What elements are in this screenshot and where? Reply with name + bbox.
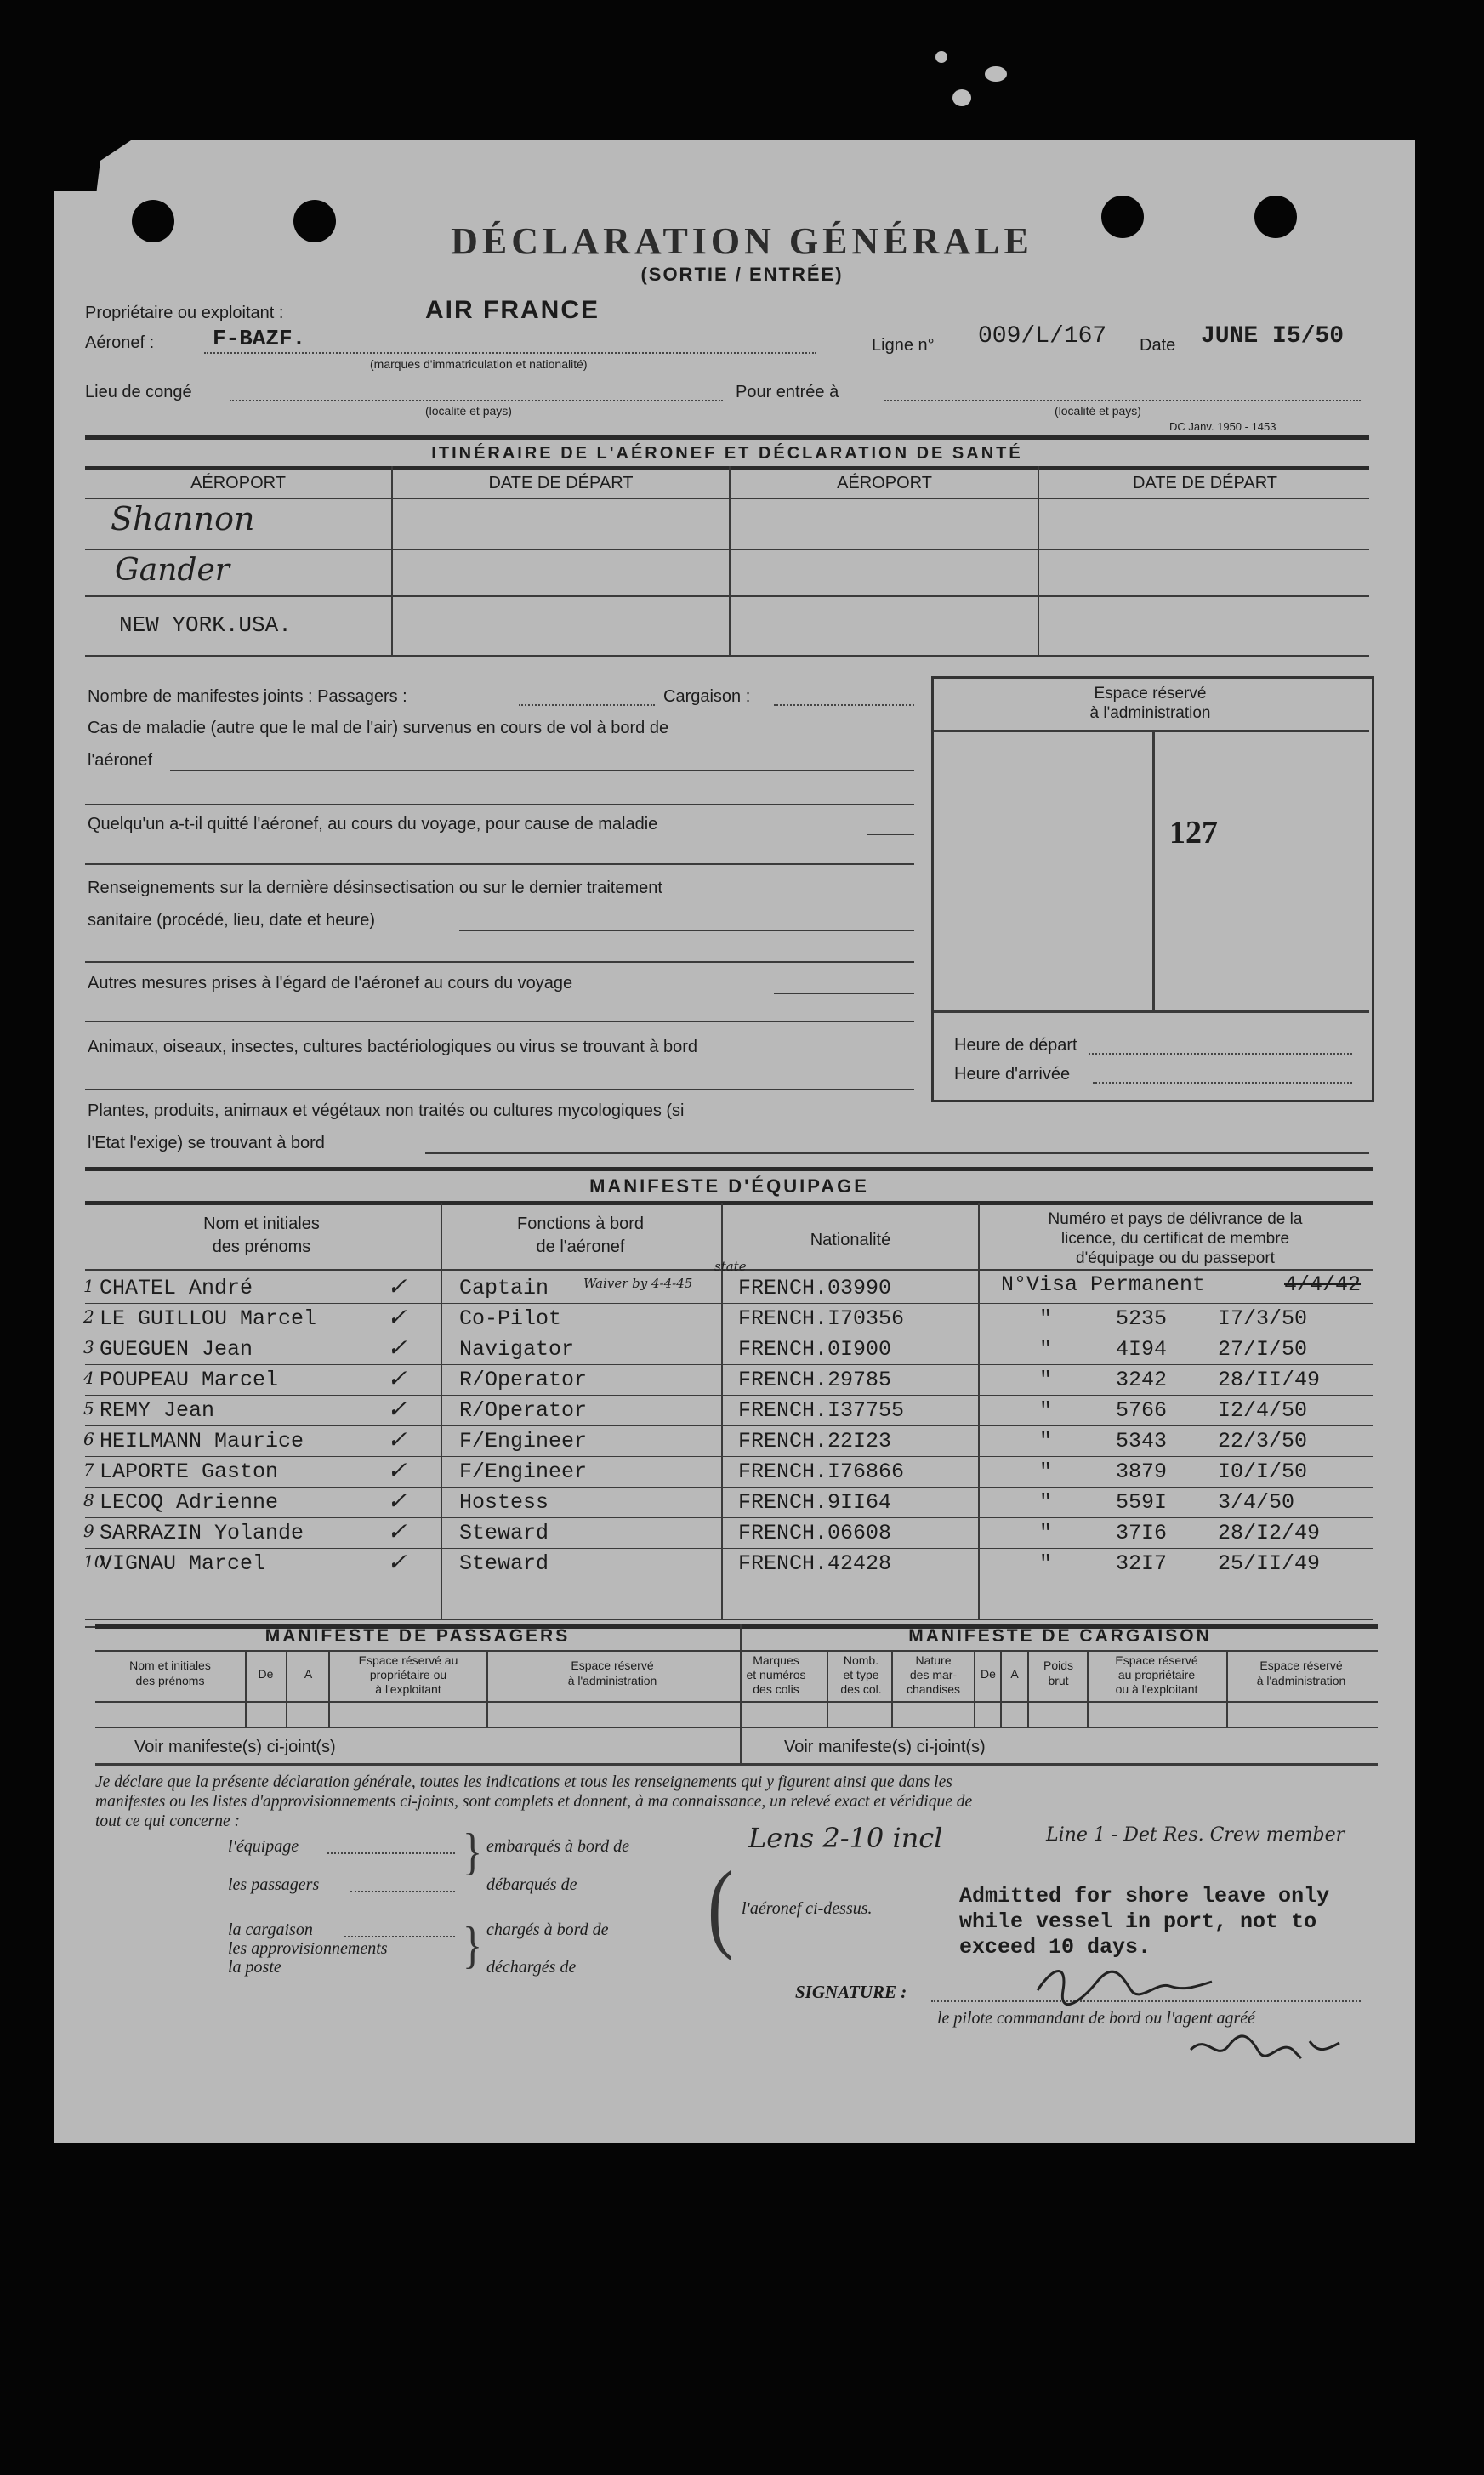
brace: } — [463, 1824, 483, 1880]
crew-nationality: FRENCH.9II64 — [738, 1490, 892, 1515]
crew-ditto-mark: " — [1039, 1459, 1053, 1484]
row-line — [85, 1456, 1373, 1457]
divider — [85, 595, 1369, 597]
crew-name: LE GUILLOU Marcel — [100, 1306, 317, 1331]
check-mark-icon: ✓ — [387, 1272, 407, 1300]
divider — [85, 1619, 1373, 1620]
field-line — [85, 863, 914, 865]
divider — [286, 1650, 287, 1728]
field-line — [350, 1891, 455, 1892]
crew-name: VIGNAU Marcel — [100, 1551, 266, 1576]
cargo-col-nature-2: des mar- — [909, 1668, 958, 1681]
cargo-col-admin: Espace réservé — [1259, 1659, 1343, 1672]
cargo-col-weight-2: brut — [1048, 1674, 1069, 1687]
crew-name: REMY Jean — [100, 1398, 215, 1423]
crew-name: GUEGUEN Jean — [100, 1337, 253, 1362]
stamp-line-2: while vessel in port, not to — [959, 1909, 1317, 1934]
entree-label: Pour entrée à — [736, 383, 839, 401]
cargo-label: Cargaison : — [663, 687, 751, 706]
check-mark-icon: ✓ — [387, 1334, 407, 1362]
row-line — [85, 1395, 1373, 1396]
row-line — [85, 1364, 1373, 1365]
crew-licence-date: 25/II/49 — [1218, 1551, 1321, 1576]
divider — [85, 498, 1369, 499]
owner-label: Propriétaire ou exploitant : — [85, 304, 284, 322]
crew-function: Co-Pilot — [459, 1306, 562, 1331]
declaration-line-2: manifestes ou les listes d'approvisionnements ci-joints, sont complets et donnent, à ma connaissance, un relevé exact et véridique de — [95, 1793, 973, 1811]
admin-stamp-number: 127 — [1169, 815, 1218, 851]
col-airport-2: AÉROPORT — [837, 474, 932, 492]
aircraft-label: Aéronef : — [85, 333, 155, 352]
divider — [1027, 1650, 1029, 1728]
scan-speck — [985, 66, 1007, 82]
date-label: Date — [1140, 336, 1176, 355]
crew-row-number: 3 — [83, 1337, 94, 1357]
divider — [85, 1201, 1373, 1205]
itinerary-airport-2: Gander — [115, 553, 230, 588]
entree-line — [884, 400, 1361, 401]
pilot-signature — [1021, 1956, 1225, 2007]
crew-licence-number: 5235 — [1116, 1306, 1168, 1331]
pax-col-owner: Espace réservé au — [358, 1653, 458, 1667]
divider — [934, 730, 1369, 732]
decl-embarques: embarqués à bord de — [486, 1837, 629, 1856]
field-line — [1093, 1082, 1352, 1084]
crew-licence-date: 28/II/49 — [1218, 1368, 1321, 1392]
disinsect-label-2: sanitaire (procédé, lieu, date et heure) — [88, 911, 375, 930]
cargo-col-admin-2: à l'administration — [1256, 1674, 1346, 1687]
entree-note: (localité et pays) — [1055, 404, 1141, 418]
divider — [95, 1701, 1378, 1703]
scan-speck — [935, 51, 947, 63]
col-airport-1: AÉROPORT — [190, 474, 286, 492]
row-line — [85, 1303, 1373, 1304]
crew-ditto-mark: " — [1039, 1521, 1053, 1545]
lieu-line — [230, 400, 723, 401]
pax-col-de: De — [258, 1667, 274, 1681]
field-line — [85, 1089, 914, 1090]
pax-col-a: A — [304, 1667, 313, 1681]
field-line — [344, 1936, 455, 1937]
field-line — [85, 804, 914, 805]
crew-nationality: FRENCH.06608 — [738, 1521, 892, 1545]
cargo-col-nature-3: chandises — [906, 1682, 961, 1696]
crew-licence-date: 28/I2/49 — [1218, 1521, 1321, 1545]
field-line — [170, 770, 914, 771]
crew-ditto-mark: " — [1039, 1398, 1053, 1423]
crew-name: LECOQ Adrienne — [100, 1490, 279, 1515]
crew-licence-number: 3879 — [1116, 1459, 1168, 1484]
crew-col-name: Nom et initiales — [203, 1215, 320, 1233]
cargo-col-marks-2: et numéros — [746, 1668, 806, 1681]
crew-row-number: 4 — [83, 1368, 94, 1388]
check-mark-icon: ✓ — [387, 1303, 407, 1331]
crew-licence-date: I0/I/50 — [1218, 1459, 1308, 1484]
divider — [891, 1650, 893, 1728]
decl-cargaison: la cargaison — [228, 1920, 313, 1939]
crew-name: SARRAZIN Yolande — [100, 1521, 304, 1545]
crew-licence-date: 22/3/50 — [1218, 1429, 1308, 1454]
crew-function: Navigator — [459, 1337, 575, 1362]
owner-value: AIR FRANCE — [425, 296, 600, 324]
field-line — [85, 1021, 914, 1022]
crew-licence-date: I7/3/50 — [1218, 1306, 1308, 1331]
crew-ditto-mark: " — [1039, 1490, 1053, 1515]
crew-row-number: 2 — [83, 1306, 94, 1327]
row-line — [85, 1487, 1373, 1488]
pax-footer: Voir manifeste(s) ci-joint(s) — [134, 1738, 336, 1756]
crew-name: HEILMANN Maurice — [100, 1429, 304, 1454]
cargo-col-owner-3: ou à l'exploitant — [1115, 1682, 1198, 1696]
manifests-label: Nombre de manifestes joints : Passagers : — [88, 687, 407, 706]
crew-col-nationality: Nationalité — [810, 1231, 891, 1249]
field-line — [774, 704, 914, 706]
lieu-label: Lieu de congé — [85, 383, 192, 401]
crew-function: F/Engineer — [459, 1459, 588, 1484]
cargo-col-marks: Marques — [753, 1653, 799, 1667]
crew-licence-number: 3242 — [1116, 1368, 1168, 1392]
decl-charges: chargés à bord de — [486, 1920, 609, 1939]
decl-debarques: débarqués de — [486, 1875, 577, 1894]
depart-time-label: Heure de départ — [954, 1036, 1077, 1055]
field-line — [519, 704, 655, 706]
decl-approvisionnements: les approvisionnements — [228, 1939, 388, 1958]
field-line — [85, 961, 914, 963]
scan-speck — [952, 89, 971, 106]
pax-col-owner-2: propriétaire ou — [369, 1668, 447, 1681]
divider — [729, 466, 731, 657]
stamp-line-3: exceed 10 days. — [959, 1935, 1151, 1960]
cargo-col-num-2: et type — [843, 1668, 879, 1681]
aircraft-line — [204, 352, 816, 354]
crew-nationality: FRENCH.I70356 — [738, 1306, 905, 1331]
crew-name: CHATEL André — [100, 1276, 253, 1300]
cargo-col-a: A — [1010, 1667, 1019, 1681]
lieu-note: (localité et pays) — [425, 404, 512, 418]
divider — [441, 1203, 442, 1619]
function-handwritten-note: Waiver by 4-4-45 — [583, 1276, 693, 1291]
divider — [328, 1650, 330, 1728]
divider — [1000, 1650, 1002, 1728]
check-mark-icon: ✓ — [387, 1548, 407, 1576]
cargo-title: MANIFESTE DE CARGAISON — [908, 1626, 1212, 1646]
decl-decharges: déchargés de — [486, 1958, 577, 1977]
divider — [974, 1650, 975, 1728]
divider — [85, 549, 1369, 550]
check-mark-icon: ✓ — [387, 1517, 407, 1545]
crew-ditto-mark: " — [1039, 1429, 1053, 1454]
crew-function: F/Engineer — [459, 1429, 588, 1454]
crew-nationality: FRENCH.0I900 — [738, 1337, 892, 1362]
divider — [85, 655, 1369, 657]
aircraft-value: F-BAZF. — [213, 326, 306, 351]
crew-licence-number: 37I6 — [1116, 1521, 1168, 1545]
pax-col-name: Nom et initiales — [129, 1659, 211, 1672]
disinsect-label: Renseignements sur la dernière désinsectisation ou sur le dernier traitement — [88, 879, 662, 897]
arrival-time-label: Heure d'arrivée — [954, 1065, 1071, 1084]
handwritten-note-right: Line 1 - Det Res. Crew member — [1046, 1824, 1345, 1846]
crew-function: R/Operator — [459, 1398, 588, 1423]
cargo-col-nature: Nature — [915, 1653, 952, 1667]
crew-col-function-2: de l'aéronef — [536, 1238, 625, 1256]
passengers-title: MANIFESTE DE PASSAGERS — [264, 1626, 571, 1646]
field-line — [459, 930, 914, 931]
crew-licence-date: 3/4/50 — [1218, 1490, 1295, 1515]
field-line — [867, 834, 914, 835]
pax-col-owner-3: à l'exploitant — [375, 1682, 441, 1696]
divider — [95, 1650, 1378, 1652]
divider — [934, 1010, 1369, 1013]
pilot-label: le pilote commandant de bord ou l'agent agréé — [937, 2009, 1256, 2028]
cargo-footer: Voir manifeste(s) ci-joint(s) — [784, 1738, 986, 1756]
field-line — [425, 1152, 1369, 1154]
ligne-value: 009/L/167 — [978, 323, 1107, 350]
crew-licence-number: 5766 — [1116, 1398, 1168, 1423]
crew-row-number: 1 — [83, 1276, 94, 1296]
date-value: JUNE I5/50 — [1201, 323, 1345, 350]
brace: } — [463, 1917, 483, 1974]
crew-nationality: FRENCH.I76866 — [738, 1459, 905, 1484]
crew-nationality: FRENCH.03990 — [738, 1276, 892, 1300]
pax-col-name-2: des prénoms — [135, 1674, 205, 1687]
visa-header: N°Visa Permanent — [1001, 1272, 1206, 1297]
decl-poste: la poste — [228, 1958, 281, 1977]
crew-ditto-mark: " — [1039, 1551, 1053, 1576]
bracket: ( — [708, 1852, 733, 1961]
decl-passagers: les passagers — [228, 1875, 320, 1894]
crew-licence-date: 27/I/50 — [1218, 1337, 1308, 1362]
form-ref: DC Janv. 1950 - 1453 — [1169, 420, 1276, 433]
crew-function: Steward — [459, 1521, 549, 1545]
crew-function: Steward — [459, 1551, 549, 1576]
declaration-line-3: tout ce qui concerne : — [95, 1812, 241, 1830]
check-mark-icon: ✓ — [387, 1395, 407, 1423]
other-measures-label: Autres mesures prises à l'égard de l'aéronef au cours du voyage — [88, 974, 573, 993]
divider — [1038, 466, 1039, 657]
check-mark-icon: ✓ — [387, 1487, 407, 1515]
crew-row-number: 9 — [83, 1521, 94, 1541]
check-mark-icon: ✓ — [387, 1364, 407, 1392]
divider — [978, 1203, 980, 1619]
crew-row-number: 8 — [83, 1490, 94, 1511]
divider — [95, 1763, 1378, 1766]
crew-licence-number: 559I — [1116, 1490, 1168, 1515]
crew-row-number: 7 — [83, 1459, 94, 1480]
divider — [85, 435, 1369, 440]
crew-function: Captain — [459, 1276, 549, 1300]
handwritten-note-left: Lens 2-10 incl — [748, 1822, 943, 1854]
crew-function: R/Operator — [459, 1368, 588, 1392]
crew-ditto-mark: " — [1039, 1368, 1053, 1392]
decl-equipage: l'équipage — [228, 1837, 299, 1856]
crew-licence-number: 5343 — [1116, 1429, 1168, 1454]
aircraft-note: (marques d'immatriculation et nationalité) — [370, 357, 588, 371]
crew-nationality: FRENCH.29785 — [738, 1368, 892, 1392]
crew-title: MANIFESTE D'ÉQUIPAGE — [589, 1175, 869, 1197]
row-line — [85, 1517, 1373, 1518]
crew-ditto-mark: " — [1039, 1337, 1053, 1362]
divider — [486, 1650, 488, 1728]
ligne-label: Ligne n° — [872, 336, 935, 355]
form-title: DÉCLARATION GÉNÉRALE — [451, 220, 1033, 262]
admin-box-title-2: à l'administration — [1089, 704, 1211, 722]
pax-col-admin: Espace réservé — [571, 1659, 654, 1672]
crew-row-number: 10 — [83, 1551, 105, 1572]
itinerary-title: ITINÉRAIRE DE L'AÉRONEF ET DÉCLARATION DE SANTÉ — [431, 444, 1023, 463]
crew-licence-number: 32I7 — [1116, 1551, 1168, 1576]
itinerary-airport-3: NEW YORK.USA. — [119, 612, 292, 638]
crew-col-licence-3: d'équipage ou du passeport — [1076, 1249, 1275, 1267]
crew-row-number: 6 — [83, 1429, 94, 1449]
form-subtitle: (SORTIE / ENTRÉE) — [640, 264, 844, 285]
inspector-initials — [1182, 2024, 1352, 2071]
declaration-line-1: Je déclare que la présente déclaration générale, toutes les indications et tous les renseignements qui y figurent ainsi que dans les — [95, 1773, 952, 1791]
cargo-col-num-3: des col. — [840, 1682, 882, 1696]
divider — [95, 1727, 1378, 1728]
visa-date: 4/4/42 — [1284, 1272, 1362, 1297]
crew-function: Hostess — [459, 1490, 549, 1515]
crew-col-licence-2: licence, du certificat de membre — [1060, 1230, 1290, 1248]
crew-row-number: 5 — [83, 1398, 94, 1419]
crew-ditto-mark: " — [1039, 1306, 1053, 1331]
cargo-col-marks-3: des colis — [753, 1682, 799, 1696]
crew-name: LAPORTE Gaston — [100, 1459, 279, 1484]
illness-label-2: l'aéronef — [88, 751, 153, 770]
cargo-col-owner: Espace réservé — [1115, 1653, 1198, 1667]
signature-label: SIGNATURE : — [795, 1982, 907, 2002]
crew-col-licence: Numéro et pays de délivrance de la — [1048, 1210, 1303, 1228]
crew-nationality: FRENCH.42428 — [738, 1551, 892, 1576]
plants-label: Plantes, produits, animaux et végétaux non traités ou cultures mycologiques (si — [88, 1101, 685, 1120]
plants-label-2: l'Etat l'exige) se trouvant à bord — [88, 1134, 325, 1152]
field-line — [1089, 1053, 1352, 1055]
divider — [1087, 1650, 1089, 1728]
col-departure-1: DATE DE DÉPART — [488, 474, 634, 492]
pax-col-admin-2: à l'administration — [567, 1674, 657, 1687]
row-line — [85, 1548, 1373, 1549]
divider — [245, 1650, 247, 1728]
crew-nationality: FRENCH.22I23 — [738, 1429, 892, 1454]
divider — [827, 1650, 828, 1728]
field-line — [774, 993, 914, 994]
cargo-col-weight: Poids — [1043, 1659, 1074, 1672]
check-mark-icon: ✓ — [387, 1456, 407, 1484]
crew-name: POUPEAU Marcel — [100, 1368, 279, 1392]
nationality-handwritten-note: state — [714, 1259, 747, 1274]
crew-col-function: Fonctions à bord — [517, 1215, 644, 1233]
divider — [85, 1167, 1373, 1171]
crew-col-name-2: des prénoms — [212, 1238, 311, 1256]
crew-licence-date: I2/4/50 — [1218, 1398, 1308, 1423]
divider — [391, 466, 393, 657]
row-line — [85, 1425, 1373, 1426]
check-mark-icon: ✓ — [387, 1425, 407, 1454]
col-departure-2: DATE DE DÉPART — [1132, 474, 1278, 492]
field-line — [327, 1852, 455, 1854]
left-aircraft-label: Quelqu'un a-t-il quitté l'aéronef, au cours du voyage, pour cause de maladie — [88, 815, 658, 834]
itinerary-airport-1: Shannon — [111, 500, 255, 538]
stamp-line-1: Admitted for shore leave only — [959, 1884, 1330, 1909]
divider — [85, 466, 1369, 470]
cargo-col-num: Nomb. — [843, 1653, 879, 1667]
decl-aeronef: l'aéronef ci-dessus. — [742, 1899, 873, 1918]
crew-nationality: FRENCH.I37755 — [738, 1398, 905, 1423]
cargo-col-de: De — [981, 1667, 996, 1681]
cargo-col-owner-2: au propriétaire — [1117, 1668, 1196, 1681]
illness-label: Cas de maladie (autre que le mal de l'air) survenus en cours de vol à bord de — [88, 719, 669, 737]
divider — [1226, 1650, 1228, 1728]
crew-licence-number: 4I94 — [1116, 1337, 1168, 1362]
animals-label: Animaux, oiseaux, insectes, cultures bactériologiques ou virus se trouvant à bord — [88, 1038, 698, 1056]
divider — [1152, 731, 1155, 1010]
admin-box-title: Espace réservé — [1094, 685, 1207, 703]
